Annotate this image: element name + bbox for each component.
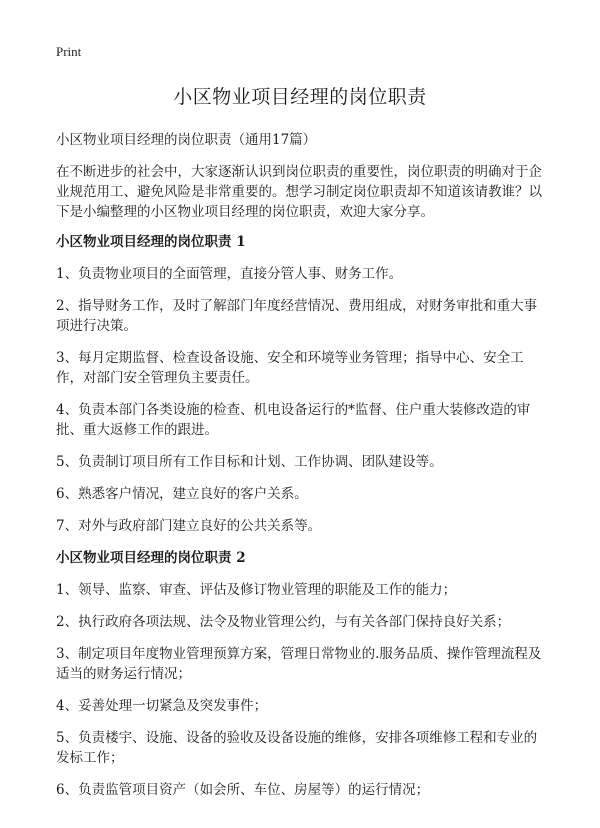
section-1-item-3: 3、每月定期监督、检查设备设施、安全和环境等业务管理；指导中心、安全工作，对部门安全管理负主要责任。: [56, 350, 524, 386]
print-label[interactable]: Print: [56, 44, 82, 59]
section-2-item-4: 4、妥善处理一切紧急及突发事件；: [56, 698, 268, 714]
document-title: 小区物业项目经理的岗位职责: [173, 86, 427, 108]
document-subtitle: 小区物业项目经理的岗位职责（通用17篇）: [56, 132, 317, 148]
section-2-item-2: 2、执行政府各项法规、法令及物业管理公约，与有关各部门保持良好关系；: [56, 614, 511, 630]
section-1-item-4: 4、负责本部门各类设施的检查、机电设备运行的*监督、住户重大装修改造的审批、重大返修工作的跟进。: [56, 402, 531, 438]
section-1-item-6: 6、熟悉客户情况，建立良好的客户关系。: [56, 486, 308, 502]
section-2-item-3: 3、制定项目年度物业管理预算方案，管理日常物业的.服务品质、操作管理流程及适当的财务运行情况；: [56, 646, 542, 682]
section-1-item-2: 2、指导财务工作，及时了解部门年度经营情况、费用组成，对财务审批和重大事项进行决策。: [56, 298, 538, 334]
section-2-item-1: 1、领导、监察、审查、评估及修订物业管理的职能及工作的能力；: [56, 582, 457, 598]
section-heading-2: 小区物业项目经理的岗位职责 2: [56, 550, 246, 566]
section-heading-1: 小区物业项目经理的岗位职责 1: [56, 234, 246, 250]
section-1-item-5: 5、负责制订项目所有工作目标和计划、工作协调、团队建设等。: [56, 454, 443, 470]
intro-paragraph: 在不断进步的社会中，大家逐渐认识到岗位职责的重要性，岗位职责的明确对于企业规范用工、避免风险是非常重要的。想学习制定岗位职责却不知道该请教谁？以下是小编整理的小区物业项目经理的岗位职责，欢迎大家分享。: [56, 164, 542, 220]
section-1-item-7: 7、对外与政府部门建立良好的公共关系等。: [56, 518, 322, 534]
section-2-item-5: 5、负责楼宇、设施、设备的验收及设备设施的维修，安排各项维修工程和专业的发标工作；: [56, 730, 538, 766]
section-2-item-6: 6、负责监管项目资产（如会所、车位、房屋等）的运行情况；: [56, 782, 430, 798]
section-1-item-1: 1、负责物业项目的全面管理，直接分管人事、财务工作。: [56, 266, 403, 282]
